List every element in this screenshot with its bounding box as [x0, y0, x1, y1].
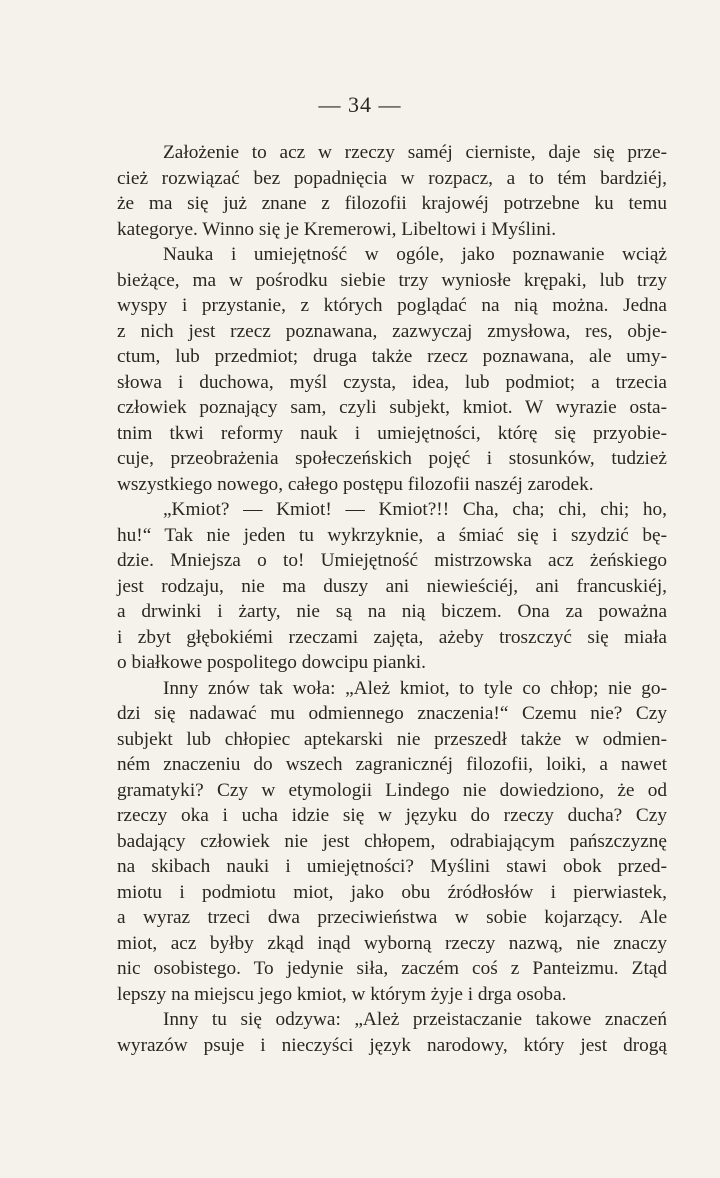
text-line: ném znaczeniu do wszech zagranicznéj filozofii, loiki, a nawet — [117, 754, 667, 775]
text-line: miotu i podmiotu miot, jako obu źródłosłów i pierwiastek, — [117, 881, 667, 903]
text-line: wyspy i przystanie, z których poglądać na nią można. Jedna — [117, 295, 667, 316]
body-text — [117, 140, 667, 1058]
text-line: dzie. Mniejsza o to! Umiejętność mistrzowska acz żeńskiego — [117, 550, 667, 571]
text-line: tnim tkwi reformy nauk i umiejętności, którę się przyobie- — [117, 422, 667, 444]
text-line: człowiek poznający sam, czyli subjekt, kmiot. W wyrazie osta- — [117, 397, 667, 418]
text-line: cuje, przeobrażenia społeczeńskich pojęć i stosunków, tudzież — [117, 448, 667, 469]
text-line: ctum, lub przedmiot; druga także rzecz poznawana, ale umy- — [117, 346, 667, 367]
text-line: bieżące, ma w pośrodku siebie trzy wyniosłe krępaki, lub trzy — [117, 269, 667, 291]
text-line: i zbyt głębokiémi rzeczami zajęta, ażeby troszczyć się miała — [117, 626, 667, 648]
text-line: rzeczy oka i ucha idzie się w języku do rzeczy ducha? Czy — [117, 805, 667, 826]
text-line: Inny znów tak woła: „Ależ kmiot, to tyle co chłop; nie go- — [163, 677, 667, 699]
text-line: Inny tu się odzywa: „Ależ przeistaczanie takowe znaczeń — [163, 1009, 667, 1030]
text-line: jest rodzaju, nie ma duszy ani niewieściéj, ani francuskiéj, — [117, 575, 667, 597]
text-line: hu!“ Tak nie jeden tu wykrzyknie, a śmiać się i szydzić bę- — [117, 524, 667, 546]
text-line: słowa i duchowa, myśl czysta, idea, lub podmiot; a trzecia — [117, 371, 667, 393]
text-line: o białkowe pospolitego dowcipu pianki. — [117, 652, 426, 673]
text-line: dzi się nadawać mu odmiennego znaczenia!“ Czemu nie? Czy — [117, 703, 667, 724]
page-number: — 34 — — [318, 92, 402, 117]
text-line: wszystkiego nowego, całego postępu filozofii naszéj zarodek. — [117, 473, 594, 495]
text-line: a drwinki i żarty, nie są na nią biczem. Ona za poważna — [117, 601, 667, 622]
text-line: na skibach nauki i umiejętności? Myślini stawi obok przed- — [117, 856, 667, 877]
text-line: Nauka i umiejętność w ogóle, jako poznawanie wciąż — [163, 244, 667, 265]
text-line: subjekt lub chłopiec aptekarski nie przeszedł także w odmien- — [117, 728, 667, 750]
text-line: a wyraz trzeci dwa przeciwieństwa w sobie kojarzący. Ale — [117, 907, 667, 928]
text-line: nic osobistego. To jedynie siła, zaczém coś z Panteizmu. Ztąd — [117, 958, 667, 979]
text-line: wyrazów psuje i nieczyści język narodowy, który jest drogą — [117, 1034, 667, 1056]
text-line: miot, acz byłby zkąd inąd wyborną rzeczy nazwą, nie znaczy — [117, 932, 667, 954]
text-line: cież rozwiązać bez popadnięcia w rozpacz, a to tém bardziéj, — [117, 167, 667, 189]
text-line: z nich jest rzecz poznawana, zazwyczaj zmysłowa, res, obje- — [117, 320, 667, 342]
text-line: „Kmiot? — Kmiot! — Kmiot?!! Cha, cha; chi, chi; ho, — [163, 499, 667, 520]
text-line: że ma się już znane z filozofii krajowéj potrzebne ku temu — [117, 193, 667, 214]
text-line: badający człowiek nie jest chłopem, odrabiającym pańszczyznę — [117, 830, 667, 852]
text-line: gramatyki? Czy w etymologii Lindego nie dowiedziono, że od — [117, 779, 667, 801]
text-line: kategorye. Winno się je Kremerowi, Libeltowi i Myślini. — [117, 218, 557, 240]
text-line: Założenie to acz w rzeczy saméj cierniste, daje się prze- — [163, 142, 667, 163]
text-line: lepszy na miejscu jego kmiot, w którym żyje i drga osoba. — [117, 983, 567, 1005]
